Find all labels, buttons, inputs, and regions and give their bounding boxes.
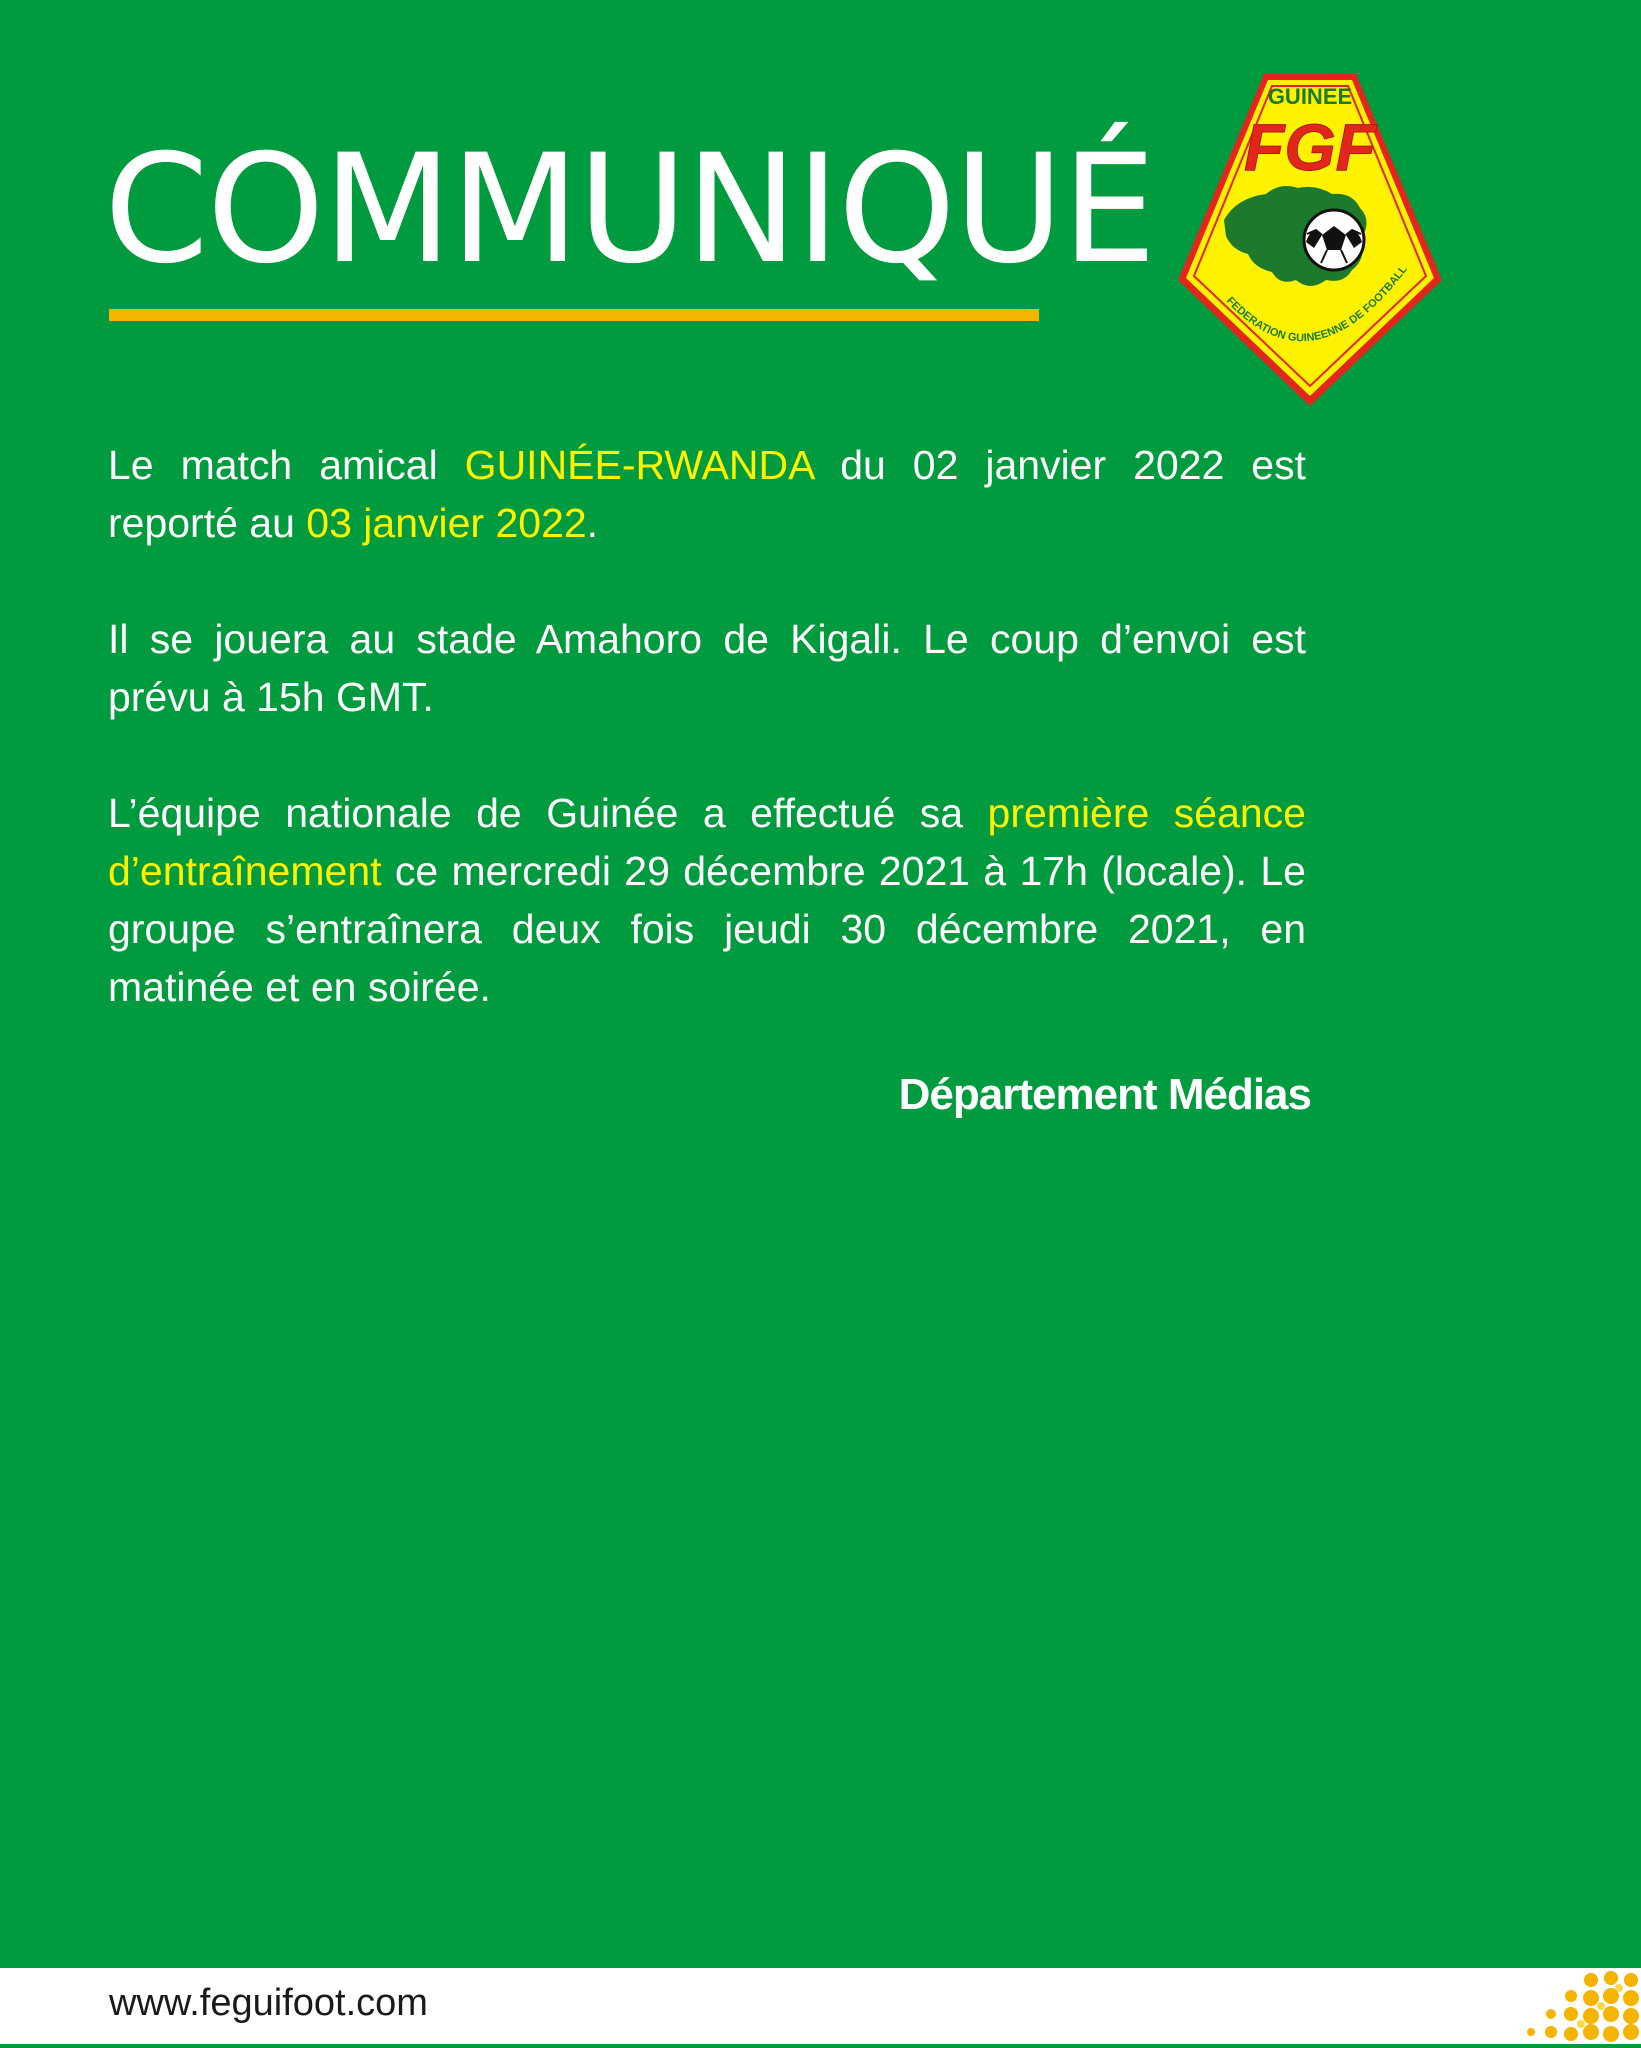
- fgf-crest-icon: [1176, 70, 1444, 410]
- title-underline: [109, 309, 1039, 321]
- training-highlight: première séance d’entraînement: [108, 790, 1306, 894]
- paragraph3-text-2: ce mercredi 29 décembre 2021 à 17h (locale). Le groupe s’entraînera deux fois jeudi 30 décembre 2021, en matinée et en soirée.: [108, 848, 1306, 1010]
- paragraph-training: [108, 784, 1306, 1016]
- paragraph1-text-1: Le match amical: [108, 442, 465, 488]
- communique-body: [108, 436, 1306, 1074]
- footer: [0, 1968, 1641, 2048]
- paragraph-venue: [108, 610, 1306, 726]
- footer-bottom-line: [0, 2044, 1641, 2048]
- halftone-dots-decoration: [1441, 1968, 1641, 2048]
- paragraph1-text-3: .: [586, 500, 599, 546]
- paragraph2-text: Il se jouera au stade Amahoro de Kigali. Le coup d’envoi est prévu à 15h GMT.: [108, 616, 1306, 720]
- logo-top-text: GUINEE: [1267, 84, 1353, 109]
- match-name-highlight: GUINÉE-RWANDA: [464, 442, 814, 488]
- paragraph3-text-1: L’équipe nationale de Guinée a effectué sa: [108, 790, 988, 836]
- website-link[interactable]: www.feguifoot.com: [109, 1982, 428, 2024]
- signature: Département Médias: [898, 1070, 1311, 1119]
- paragraph1-text-2: du 02 janvier 2022 est reporté au: [108, 442, 1306, 546]
- page-title: COMMUNIQUÉ: [104, 123, 1155, 297]
- paragraph-match-postponed: [108, 436, 1306, 552]
- new-date-highlight: 03 janvier 2022: [306, 500, 587, 546]
- logo-arc-text: FEDERATION GUINEENNE DE FOOTBALL: [1224, 263, 1410, 345]
- logo-initials: FGF: [1244, 110, 1376, 184]
